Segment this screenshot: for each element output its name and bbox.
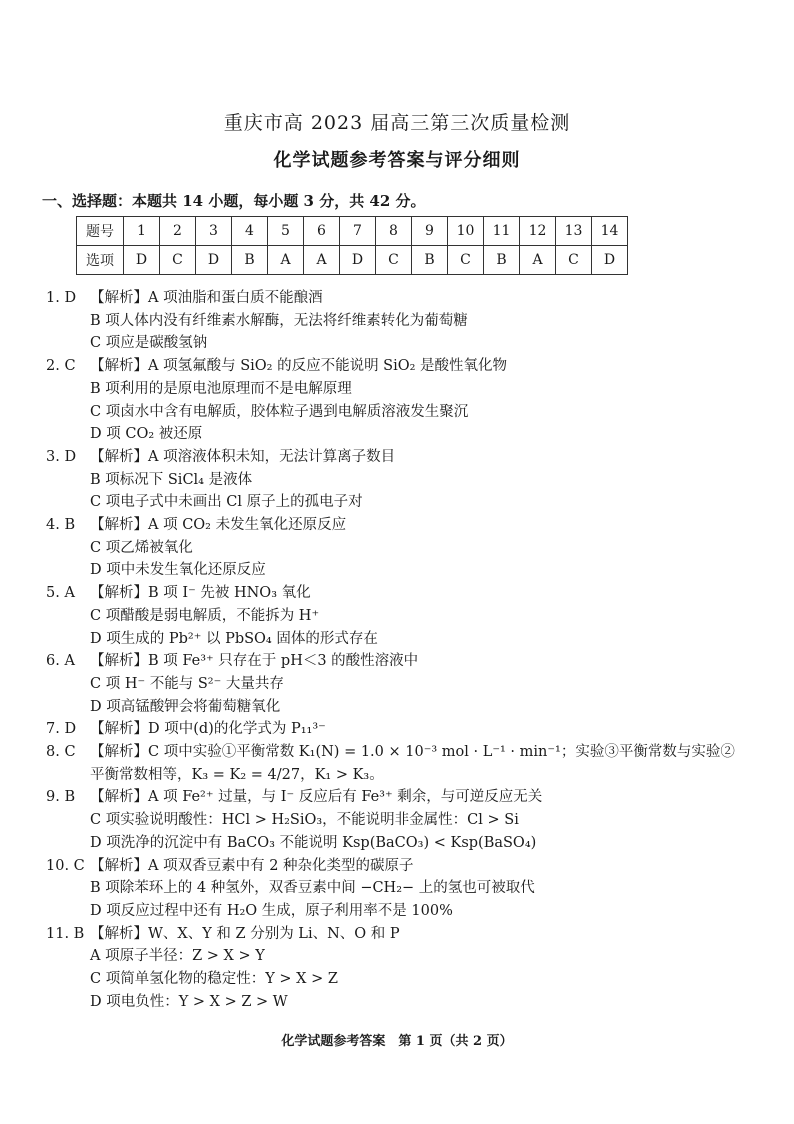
question-number-cell: 9 — [412, 217, 448, 246]
answer-row — [77, 246, 628, 275]
question-number-cell: 6 — [304, 217, 340, 246]
question-number-cell: 12 — [520, 217, 556, 246]
explanation-line: B 项人体内没有纤维素水解酶，无法将纤维素转化为葡萄糖 — [90, 312, 468, 329]
explanation-line: C 项电子式中未画出 Cl 原子上的孤电子对 — [90, 494, 363, 511]
explanation-line: D 项中未发生氧化还原反应 — [90, 562, 266, 579]
answer-cell: D — [340, 246, 376, 275]
explanation-line: B 项标况下 SiCl₄ 是液体 — [90, 471, 253, 488]
explanation-first-line: 【解析】B 项 Fe³⁺ 只存在于 pH＜3 的酸性溶液中 — [90, 653, 419, 670]
item-number: 10. C — [46, 857, 85, 874]
item-number: 5. A — [46, 585, 75, 602]
explanation-first-line: 【解析】A 项 CO₂ 未发生氧化还原反应 — [90, 517, 347, 533]
page-subtitle: 化学试题参考答案与评分细则 — [273, 150, 521, 171]
item-number: 8. C — [46, 744, 76, 760]
question-number-cell: 13 — [556, 217, 592, 246]
question-number-cell: 3 — [196, 217, 232, 246]
answer-cell: D — [592, 246, 628, 275]
answer-cell: D — [196, 246, 232, 275]
answer-cell: A — [520, 246, 556, 275]
question-number-cell: 8 — [376, 217, 412, 246]
answer-cell: D — [124, 246, 160, 275]
explanation-first-line: 【解析】A 项氢氟酸与 SiO₂ 的反应不能说明 SiO₂ 是酸性氧化物 — [90, 358, 508, 375]
explanation-line: C 项实验说明酸性：HCl > H₂SiO₃，不能说明非金属性：Cl > Si — [90, 812, 519, 829]
item-number: 7. D — [46, 721, 77, 738]
item-number: 2. C — [46, 358, 76, 375]
explanation-first-line: 【解析】B 项 I⁻ 先被 HNO₃ 氧化 — [90, 585, 311, 602]
explanation-line: A 项原子半径：Z > X > Y — [90, 948, 265, 965]
explanation-line: C 项简单氢化物的稳定性：Y > X > Z — [90, 971, 338, 987]
item-number: 6. A — [46, 653, 75, 670]
item-number: 4. B — [46, 517, 76, 533]
explanation-line: 平衡常数相等，K₃ = K₂ = 4/27，K₁ > K₃。 — [90, 766, 384, 783]
question-number-cell: 2 — [160, 217, 196, 246]
section-heading: 一、选择题：本题共 14 小题，每小题 3 分，共 42 分。 — [42, 192, 426, 210]
page-footer: 化学试题参考答案 第 1 页（共 2 页） — [281, 1034, 513, 1049]
item-number: 1. D — [46, 290, 77, 306]
question-number-row — [77, 217, 628, 246]
explanation-line: B 项除苯环上的 4 种氢外，双香豆素中间 −CH₂− 上的氢也可被取代 — [90, 880, 535, 897]
question-number-cell: 1 — [124, 217, 160, 246]
explanation-line: C 项醋酸是弱电解质，不能拆为 H⁺ — [90, 607, 320, 624]
question-number-cell: 5 — [268, 217, 304, 246]
explanation-line: D 项反应过程中还有 H₂O 生成，原子利用率不是 100% — [90, 902, 453, 919]
item-number: 9. B — [46, 789, 76, 806]
explanation-first-line: 【解析】C 项中实验①平衡常数 K₁(N) = 1.0 × 10⁻³ mol · L⁻¹ · min⁻¹；实验③平衡常数与实验② — [90, 744, 735, 760]
explanation-line: D 项洗净的沉淀中有 BaCO₃ 不能说明 Ksp(BaCO₃) < Ksp(BaSO₄) — [90, 834, 537, 851]
explanation-line: C 项 H⁻ 不能与 S²⁻ 大量共存 — [90, 675, 284, 692]
explanation-line: C 项卤水中含有电解质，胶体粒子遇到电解质溶液发生聚沉 — [90, 403, 469, 420]
question-number-cell: 14 — [592, 217, 628, 246]
explanation-line: C 项乙烯被氧化 — [90, 539, 193, 556]
page-title: 重庆市高 2023 届高三第三次质量检测 — [223, 112, 571, 134]
question-number-cell: 11 — [484, 217, 520, 246]
answer-cell: C — [376, 246, 412, 275]
explanation-first-line: 【解析】D 项中(d)的化学式为 P₁₁³⁻ — [90, 721, 326, 738]
explanation-line: D 项 CO₂ 被还原 — [90, 426, 203, 443]
question-number-cell: 4 — [232, 217, 268, 246]
explanation-line: D 项生成的 Pb²⁺ 以 PbSO₄ 固体的形式存在 — [90, 630, 378, 647]
explanation-line: D 项高锰酸钾会将葡萄糖氧化 — [90, 698, 281, 715]
explanation-first-line: 【解析】A 项双香豆素中有 2 种杂化类型的碳原子 — [90, 857, 414, 874]
answer-cell: B — [484, 246, 520, 275]
question-number-cell: 7 — [340, 217, 376, 246]
explanation-line: C 项应是碳酸氢钠 — [90, 335, 208, 352]
item-number: 11. B — [46, 925, 85, 942]
answer-table — [76, 216, 628, 275]
answer-cell: C — [556, 246, 592, 275]
item-number: 3. D — [46, 448, 77, 465]
explanation-first-line: 【解析】A 项溶液体积未知，无法计算离子数目 — [90, 448, 396, 465]
explanation-first-line: 【解析】A 项油脂和蛋白质不能酿酒 — [90, 290, 323, 306]
answer-cell: A — [268, 246, 304, 275]
answer-cell: B — [412, 246, 448, 275]
answer-cell: C — [160, 246, 196, 275]
answer-cell: A — [304, 246, 340, 275]
row-label-answer: 选项 — [77, 246, 124, 275]
explanation-first-line: 【解析】W、X、Y 和 Z 分别为 Li、N、O 和 P — [90, 925, 400, 942]
answer-cell: B — [232, 246, 268, 275]
explanation-line: B 项利用的是原电池原理而不是电解原理 — [90, 380, 352, 397]
answer-cell: C — [448, 246, 484, 275]
explanation-line: D 项电负性：Y > X > Z > W — [90, 993, 288, 1010]
explanation-first-line: 【解析】A 项 Fe²⁺ 过量，与 I⁻ 反应后有 Fe³⁺ 剩余，与可逆反应无关 — [90, 789, 543, 806]
row-label-question: 题号 — [77, 217, 124, 246]
question-number-cell: 10 — [448, 217, 484, 246]
